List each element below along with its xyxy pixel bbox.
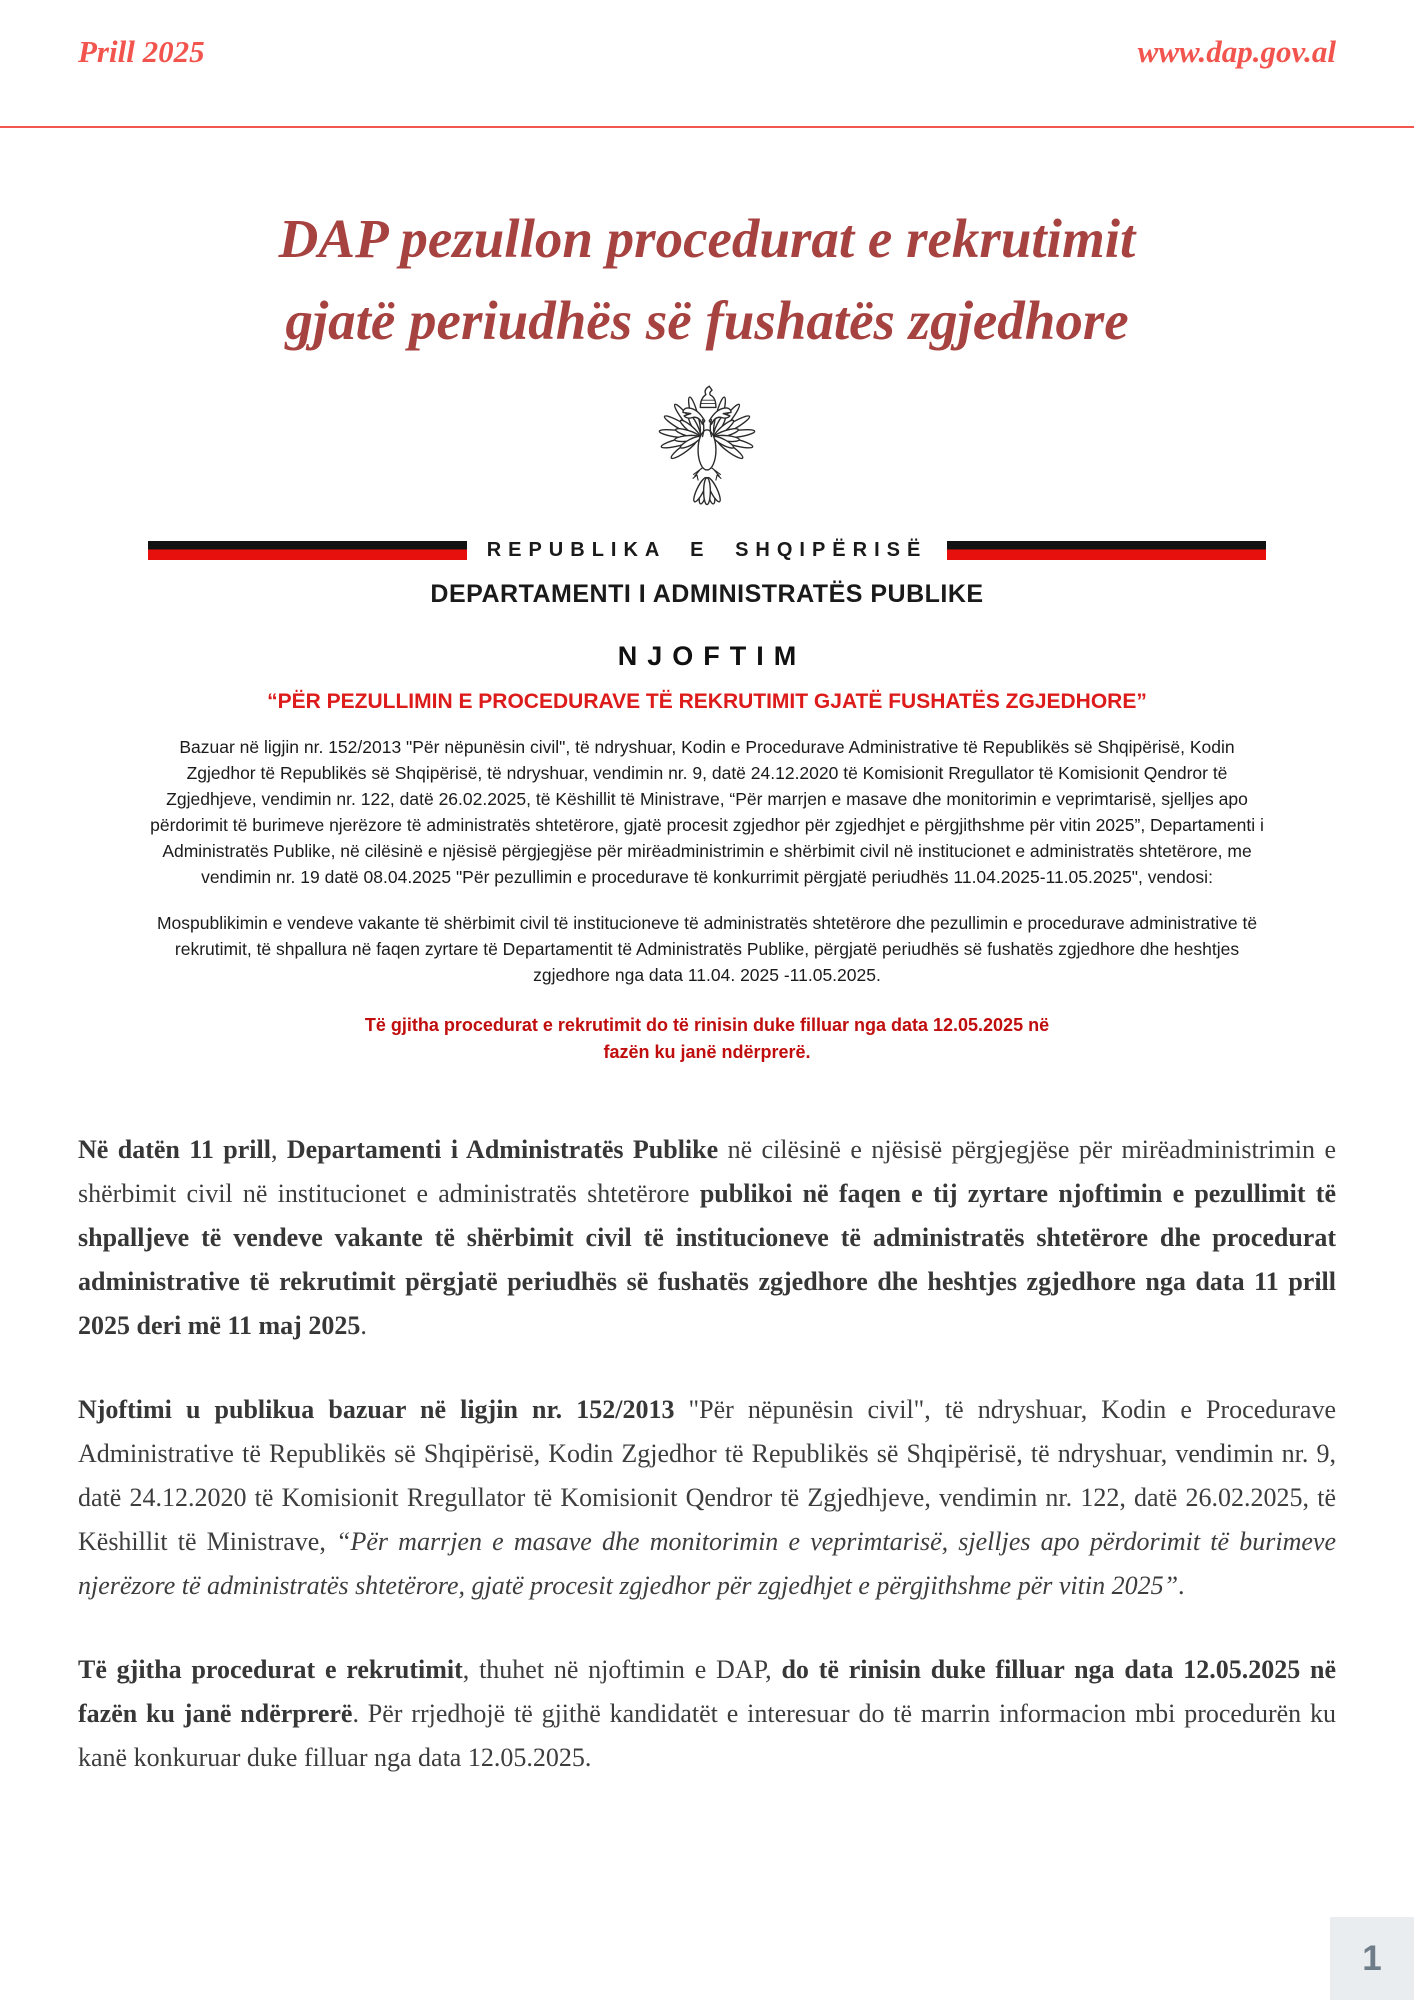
article-title: [0, 198, 1414, 362]
notice-highlight: Të gjitha procedurat e rekrutimit do të rinisin duke filluar nga data 12.05.2025 në fazën ku janë ndërprerë.: [364, 1015, 1050, 1062]
page-header: [78, 34, 1336, 70]
website-link[interactable]: www.dap.gov.al: [1137, 34, 1336, 69]
albanian-eagle-icon: [640, 376, 774, 526]
article-paragraph-1: Në datën 11 prill, Departamenti i Administratës Publike në cilësinë e njësisë përgjegjëse për mirëadministrimin e shërbimit civil në institucionet e administratës shtetërore publikoi në faqen e tij zyrtare njoftimin e pezullimit të shpalljeve të vendeve vakante të shërbimit civil të institucioneve të administratës shtetërore dhe procedurat administrative të rekrutimit përgjatë periudhës së fushatës zgjedhore dhe heshtjes zgjedhore nga data 11 prill 2025 deri më 11 maj 2025.: [78, 1135, 1336, 1340]
article-title-line2: gjatë periudhës së fushatës zgjedhore: [285, 290, 1129, 351]
article-body: [0, 1128, 1414, 1780]
flag-bar-left: [148, 541, 467, 560]
flag-bar-right: [947, 541, 1266, 560]
notice-subject: “PËR PEZULLIMIN E PROCEDURAVE TË REKRUTIMIT GJATË FUSHATËS ZGJEDHORE”: [267, 690, 1147, 713]
page-number-badge: [1330, 1917, 1414, 2000]
notice-basis-paragraph: Bazuar në ligjin nr. 152/2013 "Për nëpunësin civil", të ndryshuar, Kodin e Procedurave Administrative të Republikës së Shqipërisë, Kodin Zgjedhor të Republikës së Shqipërisë, të ndryshuar, vendimin nr. 9, datë 24.12.2020 të Komisionit Rregullator të Komisionit Qendror të Zgjedhjeve, vendimin nr. 122, datë 26.02.2025, të Këshillit të Ministrave, “Për marrjen e masave dhe monitorimin e veprimtarisë, sjelljes apo përdorimit të burimeve njerëzore të administratës shtetërore, gjatë procesit zgjedhor për zgjedhjet e përgjithshme për vitin 2025”, Departamenti i Administratës Publike, në cilësinë e njësisë përgjegjëse për mirëadministrimin e shërbimit civil në institucionet e administratës shtetërore, me vendimin nr. 19 datë 08.04.2025 "Për pezullimin e procedurave të konkurrimit përgjatë periudhës 11.04.2025-11.05.2025", vendosi:: [150, 737, 1264, 887]
republic-label: REPUBLIKA E SHQIPËRISË: [486, 539, 928, 561]
article-paragraph-2: Njoftimi u publikua bazuar në ligjin nr. 152/2013 "Për nëpunësin civil", të ndryshuar, Kodin e Procedurave Administrative të Republikës së Shqipërisë, Kodin Zgjedhor të Republikës së Shqipërisë, të ndryshuar, vendimin nr. 9, datë 24.12.2020 të Komisionit Rregullator të Komisionit Qendror të Zgjedhjeve, vendimin nr. 122, datë 26.02.2025, të Këshillit të Ministrave, “Për marrjen e masave dhe monitorimin e veprimtarisë, sjelljes apo përdorimit të burimeve njerëzore të administratës shtetërore, gjatë procesit zgjedhor për zgjedhjet e përgjithshme për vitin 2025”.: [78, 1395, 1336, 1600]
page-number: 1: [1362, 1938, 1382, 1978]
notice-decision-paragraph: Mospublikimin e vendeve vakante të shërbimit civil të institucioneve të administratës shtetërore dhe pezullimin e procedurave administrative të rekrutimit, të shpallura në faqen zyrtare të Departamentit të Administratës Publike, përgjatë periudhës së fushatës zgjedhore dhe heshtjes zgjedhore nga data 11.04. 2025 -11.05.2025.: [156, 913, 1258, 985]
article-paragraph-3: Të gjitha procedurat e rekrutimit, thuhet në njoftimin e DAP, do të rinisin duke filluar nga data 12.05.2025 në fazën ku janë ndërprerë. Për rrjedhojë të gjithë kandidatët e interesuar do të marrin informacion mbi procedurën ku kanë konkuruar duke filluar nga data 12.05.2025.: [78, 1655, 1337, 1772]
article-title-line1: DAP pezullon procedurat e rekrutimit: [278, 208, 1136, 269]
notice-heading: NJOFTIM: [617, 641, 807, 671]
emblem-container: [0, 376, 1414, 531]
department-label: DEPARTAMENTI I ADMINISTRATËS PUBLIKE: [430, 580, 984, 608]
republic-banner: [0, 539, 1414, 562]
issue-date: Prill 2025: [78, 34, 205, 69]
